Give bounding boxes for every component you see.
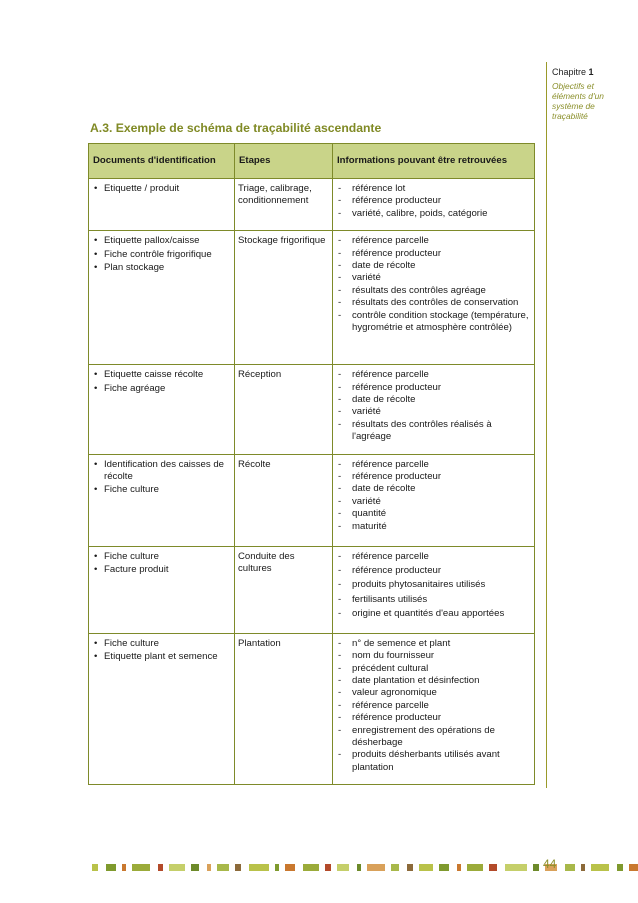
informations-cell bbox=[333, 454, 535, 546]
information-item: - précédent cultural bbox=[336, 663, 531, 675]
chapter-subtitle-line: Objectifs et bbox=[552, 81, 594, 91]
header-documents: Documents d'identification bbox=[89, 144, 235, 179]
chapter-heading bbox=[552, 67, 632, 77]
footer-strip-block bbox=[217, 864, 229, 871]
informations-cell bbox=[333, 179, 535, 231]
footer-strip-block bbox=[457, 864, 461, 871]
footer-strip-block bbox=[391, 864, 399, 871]
table-row bbox=[89, 365, 535, 454]
document-item: • Etiquette plant et semence bbox=[92, 651, 231, 663]
footer-strip-block bbox=[565, 864, 575, 871]
etape-cell: Conduite des cultures bbox=[235, 546, 333, 633]
document-item: • Fiche culture bbox=[92, 638, 231, 650]
footer-strip-block bbox=[489, 864, 497, 871]
documents-cell bbox=[89, 231, 235, 365]
information-item: - résultats des contrôles réalisés à l'agréage bbox=[336, 419, 531, 444]
footer-strip-block bbox=[325, 864, 331, 871]
footer-strip-block bbox=[132, 864, 150, 871]
etape-cell: Récolte bbox=[235, 454, 333, 546]
document-item: • Fiche culture bbox=[92, 551, 231, 563]
information-item: - référence lot bbox=[336, 183, 531, 195]
information-item: - référence producteur bbox=[336, 382, 531, 394]
information-item: - quantité bbox=[336, 508, 531, 520]
information-item: - date plantation et désinfection bbox=[336, 675, 531, 687]
footer-strip-block bbox=[285, 864, 295, 871]
footer-strip-block bbox=[207, 864, 211, 871]
information-item: - contrôle condition stockage (température, hygrométrie et atmosphère contrôlée) bbox=[336, 310, 531, 335]
traceability-table bbox=[88, 143, 535, 785]
footer-strip-block bbox=[419, 864, 433, 871]
informations-cell bbox=[333, 231, 535, 365]
informations-cell bbox=[333, 546, 535, 633]
page-number: 44 bbox=[543, 857, 557, 871]
information-item: - référence parcelle bbox=[336, 235, 531, 247]
information-item: - enregistrement des opérations de désherbage bbox=[336, 725, 531, 750]
information-item: - origine et quantités d'eau apportées bbox=[336, 608, 531, 620]
footer-strip-block bbox=[367, 864, 385, 871]
information-item: - référence producteur bbox=[336, 712, 531, 724]
footer-strip-block bbox=[158, 864, 163, 871]
table-row bbox=[89, 546, 535, 633]
information-item: - nom du fournisseur bbox=[336, 650, 531, 662]
information-item: - référence parcelle bbox=[336, 369, 531, 381]
footer-strip-block bbox=[275, 864, 279, 871]
information-item: - variété, calibre, poids, catégorie bbox=[336, 208, 531, 220]
information-item: - n° de semence et plant bbox=[336, 638, 531, 650]
footer-strip-block bbox=[169, 864, 185, 871]
documents-cell bbox=[89, 454, 235, 546]
information-item: - variété bbox=[336, 272, 531, 284]
informations-cell bbox=[333, 365, 535, 454]
footer-strip-block bbox=[249, 864, 269, 871]
document-item: • Etiquette caisse récolte bbox=[92, 369, 231, 381]
information-item: - référence producteur bbox=[336, 565, 531, 577]
etape-cell: Plantation bbox=[235, 633, 333, 784]
document-item: • Plan stockage bbox=[92, 262, 231, 274]
information-item: - variété bbox=[336, 406, 531, 418]
document-item: • Fiche agréage bbox=[92, 383, 231, 395]
chapter-label: Chapitre bbox=[552, 67, 587, 77]
document-item: • Fiche contrôle frigorifique bbox=[92, 249, 231, 261]
footer-strip-block bbox=[106, 864, 116, 871]
footer-strip-block bbox=[337, 864, 349, 871]
document-item: • Etiquette / produit bbox=[92, 183, 231, 195]
information-item: - date de récolte bbox=[336, 483, 531, 495]
footer-strip-block bbox=[629, 864, 638, 871]
header-informations: Informations pouvant être retrouvées bbox=[333, 144, 535, 179]
footer-strip-block bbox=[439, 864, 449, 871]
table-row bbox=[89, 633, 535, 784]
information-item: - fertilisants utilisés bbox=[336, 594, 531, 606]
information-item: - résultats des contrôles de conservation bbox=[336, 297, 531, 309]
informations-cell bbox=[333, 633, 535, 784]
etape-cell: Réception bbox=[235, 365, 333, 454]
header-etapes: Etapes bbox=[235, 144, 333, 179]
etape-cell: Triage, calibrage, conditionnement bbox=[235, 179, 333, 231]
information-item: - produits désherbants utilisés avant plantation bbox=[336, 749, 531, 774]
section-title: A.3. Exemple de schéma de traçabilité ascendante bbox=[90, 121, 382, 135]
documents-cell bbox=[89, 633, 235, 784]
information-item: - référence parcelle bbox=[336, 700, 531, 712]
table-header-row bbox=[89, 144, 535, 179]
table-row bbox=[89, 179, 535, 231]
footer-strip-block bbox=[533, 864, 539, 871]
chapter-subtitle bbox=[552, 81, 632, 121]
information-item: - référence producteur bbox=[336, 248, 531, 260]
footer-strip-block bbox=[303, 864, 319, 871]
document-item: • Facture produit bbox=[92, 564, 231, 576]
etape-cell: Stockage frigorifique bbox=[235, 231, 333, 365]
document-item: • Identification des caisses de récolte bbox=[92, 459, 231, 484]
information-item: - date de récolte bbox=[336, 260, 531, 272]
footer-strip-block bbox=[235, 864, 241, 871]
information-item: - résultats des contrôles agréage bbox=[336, 285, 531, 297]
chapter-sidebar bbox=[546, 62, 632, 788]
information-item: - variété bbox=[336, 496, 531, 508]
documents-cell bbox=[89, 365, 235, 454]
footer-strip-block bbox=[467, 864, 483, 871]
documents-cell bbox=[89, 179, 235, 231]
chapter-subtitle-line: éléments d'un bbox=[552, 91, 604, 101]
footer-strip-block bbox=[581, 864, 585, 871]
footer-strip-block bbox=[92, 864, 98, 871]
document-item: • Fiche culture bbox=[92, 484, 231, 496]
chapter-subtitle-line: traçabilité bbox=[552, 111, 588, 121]
information-item: - référence producteur bbox=[336, 195, 531, 207]
table-row bbox=[89, 231, 535, 365]
table-row bbox=[89, 454, 535, 546]
footer-strip-block bbox=[617, 864, 623, 871]
footer-strip-block bbox=[122, 864, 126, 871]
information-item: - maturité bbox=[336, 521, 531, 533]
footer-strip-block bbox=[505, 864, 527, 871]
footer-strip-block bbox=[407, 864, 413, 871]
footer-strip-block bbox=[191, 864, 199, 871]
chapter-subtitle-line: système de bbox=[552, 101, 595, 111]
document-item: • Etiquette pallox/caisse bbox=[92, 235, 231, 247]
information-item: - référence parcelle bbox=[336, 551, 531, 563]
information-item: - référence parcelle bbox=[336, 459, 531, 471]
footer-strip-block bbox=[357, 864, 361, 871]
chapter-number: 1 bbox=[588, 67, 594, 77]
documents-cell bbox=[89, 546, 235, 633]
footer-strip-block bbox=[591, 864, 609, 871]
information-item: - valeur agronomique bbox=[336, 687, 531, 699]
information-item: - référence producteur bbox=[336, 471, 531, 483]
information-item: - date de récolte bbox=[336, 394, 531, 406]
information-item: - produits phytosanitaires utilisés bbox=[336, 579, 531, 591]
footer-color-strip bbox=[92, 864, 532, 871]
